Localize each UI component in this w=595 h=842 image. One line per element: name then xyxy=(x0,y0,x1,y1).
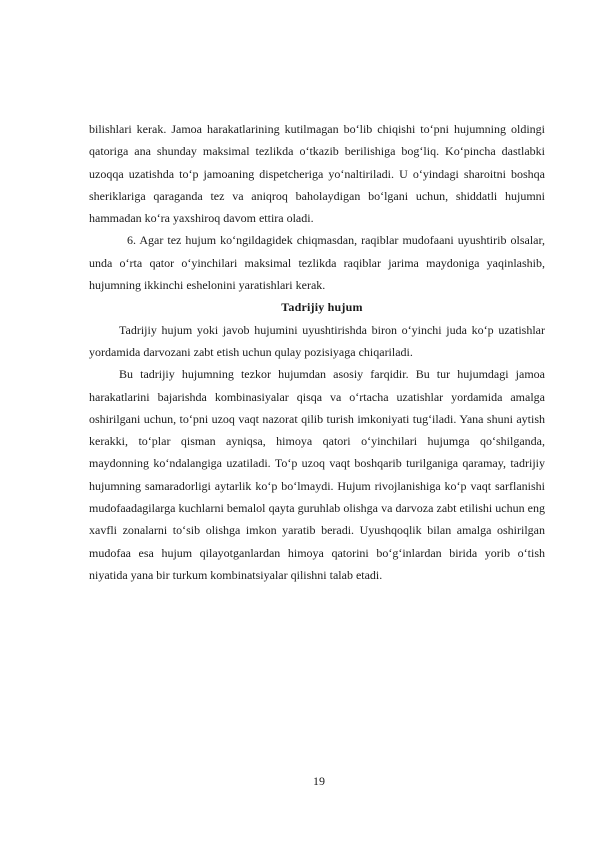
body-paragraph-continuation: bilishlari kerak. Jamoa harakatlarining kutilmagan bo‘lib chiqishi to‘pni hujumning oldingi qatoriga ana shunday maksimal tezlikda o‘tkazib berilishiga bog‘liq. Ko‘pincha dastlabki uzoqqa uzatishda to‘p jamoaning dispetcheriga yo‘naltiriladi. U o‘yindagi sharoitni boshqa sheriklariga qaraganda tez va aniqroq baholaydigan bo‘lgani uchun, shiddatli hujumni hammadan ko‘ra yaxshiroq davom ettira oladi. xyxy=(89,122,545,226)
page-body xyxy=(89,118,545,586)
page-number: 19 xyxy=(313,774,325,788)
section-heading: Tadrijiy hujum xyxy=(281,300,363,315)
body-paragraph-intro: Tadrijiy hujum yoki javob hujumini uyushtirishda biron o‘yinchi juda ko‘p uzatishlar yordamida darvozani zabt etish uchun qulay pozisiyaga chiqariladi. xyxy=(89,322,545,359)
body-paragraph-item-6: 6. Agar tez hujum ko‘ngildagidek chiqmasdan, raqiblar mudofaani uyushtirib olsalar, unda o‘rta qator o‘yinchilari maksimal tezlikda raqiblar jarima maydoniga yaqinlashib, hujumning ikkinchi eshelonini yaratishlari kerak. xyxy=(89,233,545,293)
body-paragraph-main: Bu tadrijiy hujumning tezkor hujumdan asosiy farqidir. Bu tur hujumdagi jamoa harakatlarini bajarishda kombinasiyalar qisqa va o‘rtacha uzatishlar yordamida amalga oshirilgani uchun, to‘pni uzoq vaqt nazorat qilib turish imkoniyati tug‘iladi. Yana shuni aytish kerakki, to‘plar qisman ayniqsa, himoya qatori o‘yinchilari hujumga qo‘shilganda, maydonning ko‘ndalangiga uzatiladi. To‘p uzoq vaqt boshqarib turilganiga qaramay, tadrijiy hujumning samaradorligi aytarlik ko‘p bo‘lmaydi. Hujum rivojlanishiga ko‘p vaqt sarflanishi mudofaadagilarga kuchlarni bemalol qayta guruhlab olishga va darvoza zabt etilishi uchun eng xavfli zonalarni to‘sib olishga imkon yaratib beradi. Uyushqoqlik bilan amalga oshirilgan mudofaa esa hujum qilayotganlardan himoya qatorini bo‘g‘inlardan birida yorib o‘tish niyatida yana bir turkum kombinatsiyalar qilishni talab etadi. xyxy=(89,367,545,582)
